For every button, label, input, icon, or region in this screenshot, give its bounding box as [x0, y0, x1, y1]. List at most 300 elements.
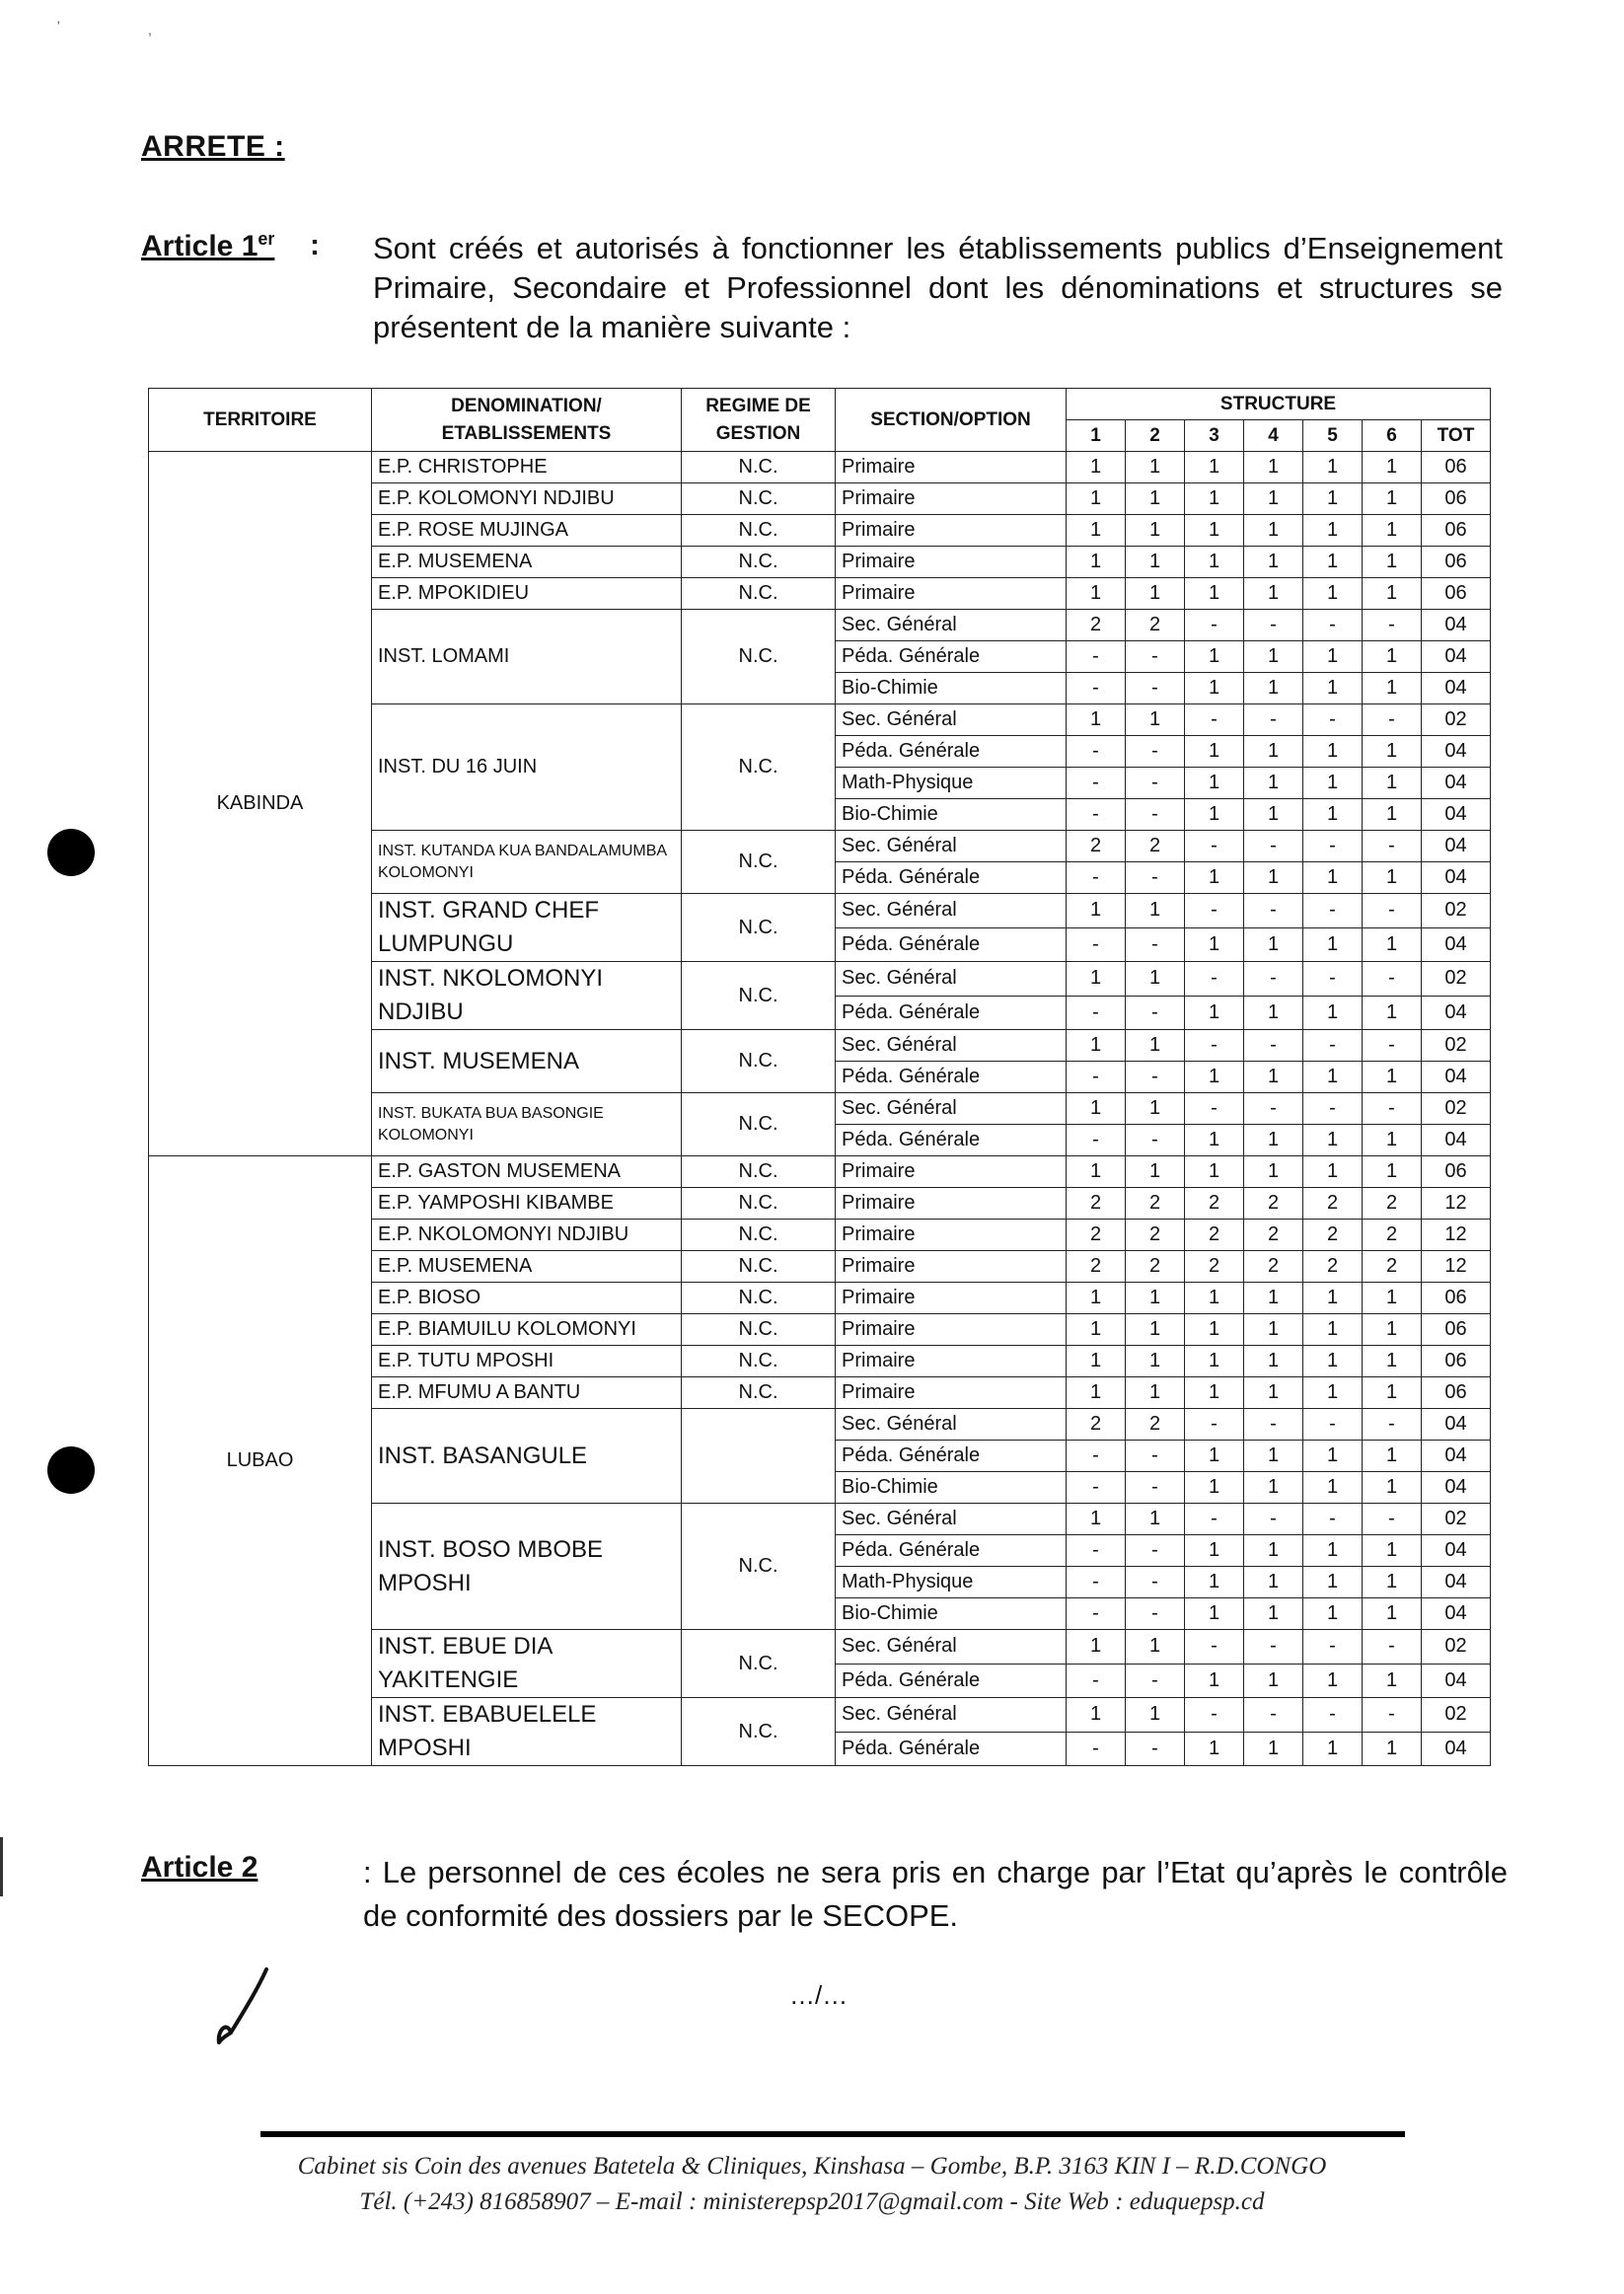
continuation-mark: …/…	[789, 1980, 849, 2010]
structure-total-cell: 04	[1422, 1598, 1491, 1630]
structure-cell-4: 1	[1244, 1664, 1303, 1698]
structure-cell-6: 1	[1363, 1062, 1422, 1093]
structure-cell-3: 1	[1185, 1283, 1244, 1314]
structure-cell-6: -	[1363, 1093, 1422, 1125]
section-cell: Bio-Chimie	[836, 799, 1067, 831]
section-cell: Péda. Générale	[836, 736, 1067, 768]
structure-cell-6: 1	[1363, 452, 1422, 483]
structure-cell-1: 1	[1067, 483, 1126, 515]
structure-cell-4: 1	[1244, 1535, 1303, 1567]
structure-cell-3: 2	[1185, 1251, 1244, 1283]
section-cell: Péda. Générale	[836, 1732, 1067, 1766]
article-2-label: Article 2	[141, 1851, 258, 1884]
regime-cell: N.C.	[682, 515, 836, 547]
structure-total-cell: 04	[1422, 736, 1491, 768]
school-name-cell: E.P. BIOSO	[372, 1283, 682, 1314]
structure-cell-2: -	[1126, 862, 1185, 894]
handwritten-initial	[209, 1963, 288, 2052]
school-name-cell: E.P. GASTON MUSEMENA	[372, 1156, 682, 1188]
structure-cell-5: 1	[1303, 1535, 1363, 1567]
structure-total-cell: 06	[1422, 1283, 1491, 1314]
structure-cell-3: -	[1185, 1409, 1244, 1441]
structure-cell-4: 1	[1244, 996, 1303, 1030]
regime-cell: N.C.	[682, 1346, 836, 1377]
structure-cell-3: 1	[1185, 1472, 1244, 1504]
structure-cell-6: -	[1363, 1698, 1422, 1733]
structure-total-cell: 04	[1422, 1664, 1491, 1698]
structure-cell-4: 1	[1244, 547, 1303, 578]
structure-cell-2: -	[1126, 799, 1185, 831]
structure-cell-5: 1	[1303, 1732, 1363, 1766]
structure-cell-3: -	[1185, 1698, 1244, 1733]
structure-total-cell: 06	[1422, 515, 1491, 547]
structure-cell-3: 1	[1185, 1346, 1244, 1377]
structure-cell-6: -	[1363, 1630, 1422, 1665]
header-territoire: TERRITOIRE	[149, 389, 372, 452]
structure-cell-1: 1	[1067, 452, 1126, 483]
structure-cell-1: 1	[1067, 547, 1126, 578]
structure-cell-3: 1	[1185, 996, 1244, 1030]
structure-cell-4: 2	[1244, 1188, 1303, 1220]
structure-cell-2: 1	[1126, 547, 1185, 578]
section-cell: Péda. Générale	[836, 1535, 1067, 1567]
structure-cell-1: -	[1067, 673, 1126, 704]
structure-cell-2: -	[1126, 927, 1185, 962]
structure-cell-1: 1	[1067, 1377, 1126, 1409]
structure-cell-5: -	[1303, 1698, 1363, 1733]
structure-cell-3: 1	[1185, 1314, 1244, 1346]
structure-cell-3: 1	[1185, 862, 1244, 894]
structure-cell-6: 1	[1363, 1377, 1422, 1409]
footer-rule	[260, 2131, 1405, 2137]
structure-total-cell: 06	[1422, 1346, 1491, 1377]
section-cell: Sec. Général	[836, 1030, 1067, 1062]
article-1-label-sup: er	[258, 229, 275, 249]
structure-cell-4: -	[1244, 831, 1303, 862]
structure-cell-1: -	[1067, 1535, 1126, 1567]
structure-cell-3: 1	[1185, 578, 1244, 610]
structure-cell-2: -	[1126, 1441, 1185, 1472]
structure-cell-2: 1	[1126, 1093, 1185, 1125]
structure-cell-4: 1	[1244, 927, 1303, 962]
structure-cell-6: 1	[1363, 1283, 1422, 1314]
structure-cell-1: -	[1067, 1441, 1126, 1472]
structure-cell-3: 1	[1185, 1156, 1244, 1188]
regime-cell: N.C.	[682, 1504, 836, 1630]
structure-cell-6: -	[1363, 831, 1422, 862]
section-cell: Sec. Général	[836, 962, 1067, 997]
structure-total-cell: 02	[1422, 894, 1491, 928]
section-cell: Primaire	[836, 1251, 1067, 1283]
structure-cell-6: 1	[1363, 515, 1422, 547]
structure-cell-4: 1	[1244, 1598, 1303, 1630]
structure-cell-2: 1	[1126, 1346, 1185, 1377]
school-name-cell: INST. EBABUELELE MPOSHI	[372, 1698, 682, 1766]
structure-cell-1: 1	[1067, 704, 1126, 736]
punch-hole-bottom	[47, 1446, 95, 1494]
structure-cell-2: -	[1126, 1664, 1185, 1698]
section-cell: Péda. Générale	[836, 1125, 1067, 1156]
header-level-3: 3	[1185, 420, 1244, 452]
structure-cell-3: 1	[1185, 452, 1244, 483]
structure-cell-1: 1	[1067, 1030, 1126, 1062]
structure-cell-2: -	[1126, 996, 1185, 1030]
structure-total-cell: 06	[1422, 1314, 1491, 1346]
structure-total-cell: 04	[1422, 1472, 1491, 1504]
school-name-cell: E.P. MUSEMENA	[372, 547, 682, 578]
structure-cell-1: -	[1067, 1664, 1126, 1698]
structure-cell-1: 1	[1067, 1504, 1126, 1535]
structure-cell-2: 1	[1126, 1156, 1185, 1188]
structure-cell-3: 1	[1185, 927, 1244, 962]
structure-total-cell: 02	[1422, 1630, 1491, 1665]
structure-cell-3: 1	[1185, 673, 1244, 704]
header-level-1: 1	[1067, 420, 1126, 452]
structure-cell-2: -	[1126, 736, 1185, 768]
article-1-label	[141, 229, 274, 263]
structure-cell-3: 2	[1185, 1188, 1244, 1220]
structure-cell-2: -	[1126, 1567, 1185, 1598]
structure-cell-5: 1	[1303, 578, 1363, 610]
structure-cell-1: -	[1067, 927, 1126, 962]
section-cell: Sec. Général	[836, 1504, 1067, 1535]
section-cell: Péda. Générale	[836, 862, 1067, 894]
section-cell: Primaire	[836, 1377, 1067, 1409]
table-row	[149, 452, 1491, 483]
article-2-text: : Le personnel de ces écoles ne sera pris en charge par l’Etat qu’après le contrôle de conformité des dossiers par le SECOPE.	[363, 1855, 1508, 1933]
structure-cell-2: 1	[1126, 1283, 1185, 1314]
structure-cell-5: -	[1303, 1630, 1363, 1665]
structure-cell-1: -	[1067, 1125, 1126, 1156]
regime-cell: N.C.	[682, 894, 836, 962]
structure-cell-4: 1	[1244, 578, 1303, 610]
header-level-2: 2	[1126, 420, 1185, 452]
structure-total-cell: 02	[1422, 704, 1491, 736]
structure-cell-5: 2	[1303, 1188, 1363, 1220]
structure-cell-6: 1	[1363, 578, 1422, 610]
structure-cell-5: 1	[1303, 927, 1363, 962]
structure-cell-6: 1	[1363, 1156, 1422, 1188]
structure-total-cell: 04	[1422, 831, 1491, 862]
section-cell: Primaire	[836, 1220, 1067, 1251]
structure-total-cell: 04	[1422, 641, 1491, 673]
schools-table	[148, 388, 1491, 1766]
structure-cell-6: 2	[1363, 1188, 1422, 1220]
structure-total-cell: 04	[1422, 1409, 1491, 1441]
school-name-cell: INST. BOSO MBOBE MPOSHI	[372, 1504, 682, 1630]
section-cell: Bio-Chimie	[836, 1472, 1067, 1504]
regime-cell: N.C.	[682, 1630, 836, 1698]
structure-cell-4: -	[1244, 962, 1303, 997]
table-body	[149, 452, 1491, 1766]
structure-cell-1: 2	[1067, 1251, 1126, 1283]
school-name-cell: INST. BUKATA BUA BASONGIE KOLOMONYI	[372, 1093, 682, 1156]
structure-cell-6: 1	[1363, 1314, 1422, 1346]
structure-cell-6: 1	[1363, 862, 1422, 894]
structure-cell-4: -	[1244, 610, 1303, 641]
structure-cell-1: 1	[1067, 1093, 1126, 1125]
structure-cell-5: 1	[1303, 1377, 1363, 1409]
structure-cell-6: 1	[1363, 547, 1422, 578]
structure-cell-2: -	[1126, 1535, 1185, 1567]
structure-cell-5: -	[1303, 1409, 1363, 1441]
structure-cell-5: -	[1303, 894, 1363, 928]
structure-cell-6: -	[1363, 610, 1422, 641]
header-level-5: 5	[1303, 420, 1363, 452]
structure-cell-2: 1	[1126, 962, 1185, 997]
school-name-cell: INST. LOMAMI	[372, 610, 682, 704]
structure-cell-4: 1	[1244, 641, 1303, 673]
structure-cell-4: -	[1244, 1698, 1303, 1733]
structure-cell-5: -	[1303, 1504, 1363, 1535]
structure-cell-1: 1	[1067, 1314, 1126, 1346]
school-name-cell: INST. KUTANDA KUA BANDALAMUMBA KOLOMONYI	[372, 831, 682, 894]
structure-total-cell: 04	[1422, 610, 1491, 641]
structure-cell-2: 1	[1126, 1698, 1185, 1733]
header-section: SECTION/OPTION	[836, 389, 1067, 452]
structure-cell-5: 2	[1303, 1251, 1363, 1283]
structure-cell-1: -	[1067, 1567, 1126, 1598]
structure-cell-5: 1	[1303, 1283, 1363, 1314]
school-name-cell: E.P. NKOLOMONYI NDJIBU	[372, 1220, 682, 1251]
structure-cell-1: 1	[1067, 1630, 1126, 1665]
regime-cell: N.C.	[682, 483, 836, 515]
structure-cell-5: 1	[1303, 483, 1363, 515]
structure-cell-3: 1	[1185, 483, 1244, 515]
section-cell: Sec. Général	[836, 1409, 1067, 1441]
school-name-cell: E.P. MUSEMENA	[372, 1251, 682, 1283]
structure-cell-6: 1	[1363, 1664, 1422, 1698]
section-cell: Primaire	[836, 1283, 1067, 1314]
section-cell: Péda. Générale	[836, 996, 1067, 1030]
structure-total-cell: 06	[1422, 1377, 1491, 1409]
structure-cell-5: 1	[1303, 1314, 1363, 1346]
section-cell: Primaire	[836, 1314, 1067, 1346]
structure-cell-6: -	[1363, 704, 1422, 736]
structure-cell-6: 1	[1363, 1732, 1422, 1766]
structure-cell-4: 1	[1244, 1062, 1303, 1093]
structure-cell-6: 1	[1363, 736, 1422, 768]
structure-cell-5: 1	[1303, 515, 1363, 547]
structure-cell-3: 1	[1185, 1732, 1244, 1766]
structure-cell-1: 1	[1067, 515, 1126, 547]
structure-cell-2: 1	[1126, 483, 1185, 515]
structure-total-cell: 04	[1422, 1062, 1491, 1093]
structure-cell-2: -	[1126, 1125, 1185, 1156]
structure-total-cell: 06	[1422, 452, 1491, 483]
structure-cell-6: 1	[1363, 1472, 1422, 1504]
section-cell: Math-Physique	[836, 768, 1067, 799]
school-name-cell: INST. BASANGULE	[372, 1409, 682, 1504]
structure-total-cell: 04	[1422, 1535, 1491, 1567]
structure-cell-3: -	[1185, 1504, 1244, 1535]
header-structure: STRUCTURE	[1067, 389, 1491, 420]
structure-cell-6: -	[1363, 894, 1422, 928]
structure-cell-4: 1	[1244, 1314, 1303, 1346]
structure-cell-3: 1	[1185, 547, 1244, 578]
section-cell: Sec. Général	[836, 610, 1067, 641]
structure-cell-2: -	[1126, 1598, 1185, 1630]
structure-cell-5: 1	[1303, 768, 1363, 799]
structure-cell-1: 2	[1067, 610, 1126, 641]
structure-cell-2: -	[1126, 673, 1185, 704]
structure-cell-4: 1	[1244, 1377, 1303, 1409]
article-1-text: Sont créés et autorisés à fonctionner les établissements publics d’Enseignement Primaire, Secondaire et Professionnel dont les dénominations et structures se présentent de la manière suivante :	[373, 231, 1503, 344]
structure-cell-6: 1	[1363, 1567, 1422, 1598]
article-1-colon: :	[310, 229, 320, 261]
structure-cell-3: 1	[1185, 736, 1244, 768]
school-name-cell: INST. GRAND CHEF LUMPUNGU	[372, 894, 682, 962]
structure-cell-5: 1	[1303, 862, 1363, 894]
regime-cell: N.C.	[682, 578, 836, 610]
structure-cell-5: -	[1303, 1030, 1363, 1062]
structure-cell-4: 1	[1244, 673, 1303, 704]
structure-cell-5: -	[1303, 831, 1363, 862]
regime-cell: N.C.	[682, 1030, 836, 1093]
table-row	[149, 1156, 1491, 1188]
section-cell: Sec. Général	[836, 704, 1067, 736]
structure-cell-2: 2	[1126, 831, 1185, 862]
structure-cell-1: -	[1067, 736, 1126, 768]
structure-total-cell: 04	[1422, 1125, 1491, 1156]
section-cell: Bio-Chimie	[836, 673, 1067, 704]
school-name-cell: E.P. YAMPOSHI KIBAMBE	[372, 1188, 682, 1220]
structure-cell-3: 1	[1185, 1062, 1244, 1093]
regime-cell: N.C.	[682, 962, 836, 1030]
structure-cell-2: 1	[1126, 1377, 1185, 1409]
structure-cell-2: 1	[1126, 1030, 1185, 1062]
structure-cell-5: 1	[1303, 673, 1363, 704]
structure-cell-1: -	[1067, 768, 1126, 799]
structure-cell-5: 1	[1303, 1472, 1363, 1504]
regime-cell: N.C.	[682, 1188, 836, 1220]
structure-total-cell: 06	[1422, 547, 1491, 578]
structure-cell-4: -	[1244, 1093, 1303, 1125]
decree-heading: ARRETE :	[141, 130, 285, 163]
structure-cell-3: 1	[1185, 1441, 1244, 1472]
school-name-cell: INST. NKOLOMONYI NDJIBU	[372, 962, 682, 1030]
school-name-cell: INST. MUSEMENA	[372, 1030, 682, 1093]
structure-cell-2: -	[1126, 1472, 1185, 1504]
structure-cell-2: 1	[1126, 1504, 1185, 1535]
regime-cell	[682, 1409, 836, 1504]
structure-cell-4: 2	[1244, 1251, 1303, 1283]
structure-cell-3: -	[1185, 831, 1244, 862]
structure-cell-2: 2	[1126, 1220, 1185, 1251]
structure-cell-6: 1	[1363, 1346, 1422, 1377]
structure-cell-5: 1	[1303, 1598, 1363, 1630]
structure-cell-6: 1	[1363, 996, 1422, 1030]
structure-cell-2: -	[1126, 641, 1185, 673]
structure-cell-1: -	[1067, 996, 1126, 1030]
structure-cell-3: 1	[1185, 1598, 1244, 1630]
structure-cell-3: 1	[1185, 799, 1244, 831]
structure-cell-2: 1	[1126, 704, 1185, 736]
structure-cell-2: 1	[1126, 578, 1185, 610]
structure-cell-3: 1	[1185, 768, 1244, 799]
regime-cell: N.C.	[682, 547, 836, 578]
school-name-cell: E.P. CHRISTOPHE	[372, 452, 682, 483]
structure-cell-2: -	[1126, 1062, 1185, 1093]
section-cell: Sec. Général	[836, 1093, 1067, 1125]
structure-cell-3: -	[1185, 962, 1244, 997]
regime-cell: N.C.	[682, 452, 836, 483]
structure-total-cell: 12	[1422, 1188, 1491, 1220]
structure-cell-4: -	[1244, 1504, 1303, 1535]
section-cell: Primaire	[836, 452, 1067, 483]
structure-total-cell: 06	[1422, 483, 1491, 515]
structure-cell-4: -	[1244, 1630, 1303, 1665]
structure-cell-2: 1	[1126, 1314, 1185, 1346]
structure-cell-5: 1	[1303, 641, 1363, 673]
structure-cell-4: -	[1244, 1409, 1303, 1441]
structure-cell-1: 1	[1067, 1346, 1126, 1377]
structure-cell-4: -	[1244, 1030, 1303, 1062]
structure-cell-6: 1	[1363, 673, 1422, 704]
regime-cell: N.C.	[682, 1377, 836, 1409]
header-level-6: 6	[1363, 420, 1422, 452]
scan-speck-right: ,	[148, 22, 152, 37]
structure-cell-1: 1	[1067, 962, 1126, 997]
section-cell: Sec. Général	[836, 831, 1067, 862]
structure-total-cell: 04	[1422, 1567, 1491, 1598]
section-cell: Primaire	[836, 1156, 1067, 1188]
structure-cell-3: 1	[1185, 1125, 1244, 1156]
section-cell: Sec. Général	[836, 1698, 1067, 1733]
structure-cell-4: 1	[1244, 1346, 1303, 1377]
section-cell: Primaire	[836, 483, 1067, 515]
structure-cell-6: 1	[1363, 1598, 1422, 1630]
structure-cell-2: 2	[1126, 610, 1185, 641]
header-denomination: DENOMINATION/ ETABLISSEMENTS	[372, 389, 682, 452]
structure-cell-4: 1	[1244, 799, 1303, 831]
structure-cell-1: 2	[1067, 1220, 1126, 1251]
structure-cell-5: -	[1303, 610, 1363, 641]
section-cell: Péda. Générale	[836, 1664, 1067, 1698]
header-level-4: 4	[1244, 420, 1303, 452]
structure-total-cell: 06	[1422, 578, 1491, 610]
structure-cell-1: -	[1067, 1472, 1126, 1504]
structure-total-cell: 06	[1422, 1156, 1491, 1188]
section-cell: Primaire	[836, 1188, 1067, 1220]
structure-cell-5: 1	[1303, 1567, 1363, 1598]
regime-cell: N.C.	[682, 704, 836, 831]
structure-cell-5: 1	[1303, 996, 1363, 1030]
structure-cell-2: -	[1126, 768, 1185, 799]
structure-total-cell: 04	[1422, 1732, 1491, 1766]
regime-cell: N.C.	[682, 831, 836, 894]
structure-total-cell: 04	[1422, 927, 1491, 962]
school-name-cell: E.P. TUTU MPOSHI	[372, 1346, 682, 1377]
structure-total-cell: 04	[1422, 1441, 1491, 1472]
structure-cell-4: 1	[1244, 862, 1303, 894]
structure-cell-6: 2	[1363, 1220, 1422, 1251]
section-cell: Bio-Chimie	[836, 1598, 1067, 1630]
structure-cell-6: 1	[1363, 799, 1422, 831]
structure-cell-4: -	[1244, 894, 1303, 928]
structure-cell-3: 2	[1185, 1220, 1244, 1251]
header-regime: REGIME DE GESTION	[682, 389, 836, 452]
structure-total-cell: 02	[1422, 962, 1491, 997]
structure-cell-3: -	[1185, 894, 1244, 928]
structure-cell-1: -	[1067, 1598, 1126, 1630]
structure-cell-1: 1	[1067, 578, 1126, 610]
school-name-cell: INST. EBUE DIA YAKITENGIE	[372, 1630, 682, 1698]
structure-cell-2: 1	[1126, 894, 1185, 928]
school-name-cell: INST. DU 16 JUIN	[372, 704, 682, 831]
punch-hole-top	[47, 829, 95, 876]
structure-cell-4: 1	[1244, 1283, 1303, 1314]
